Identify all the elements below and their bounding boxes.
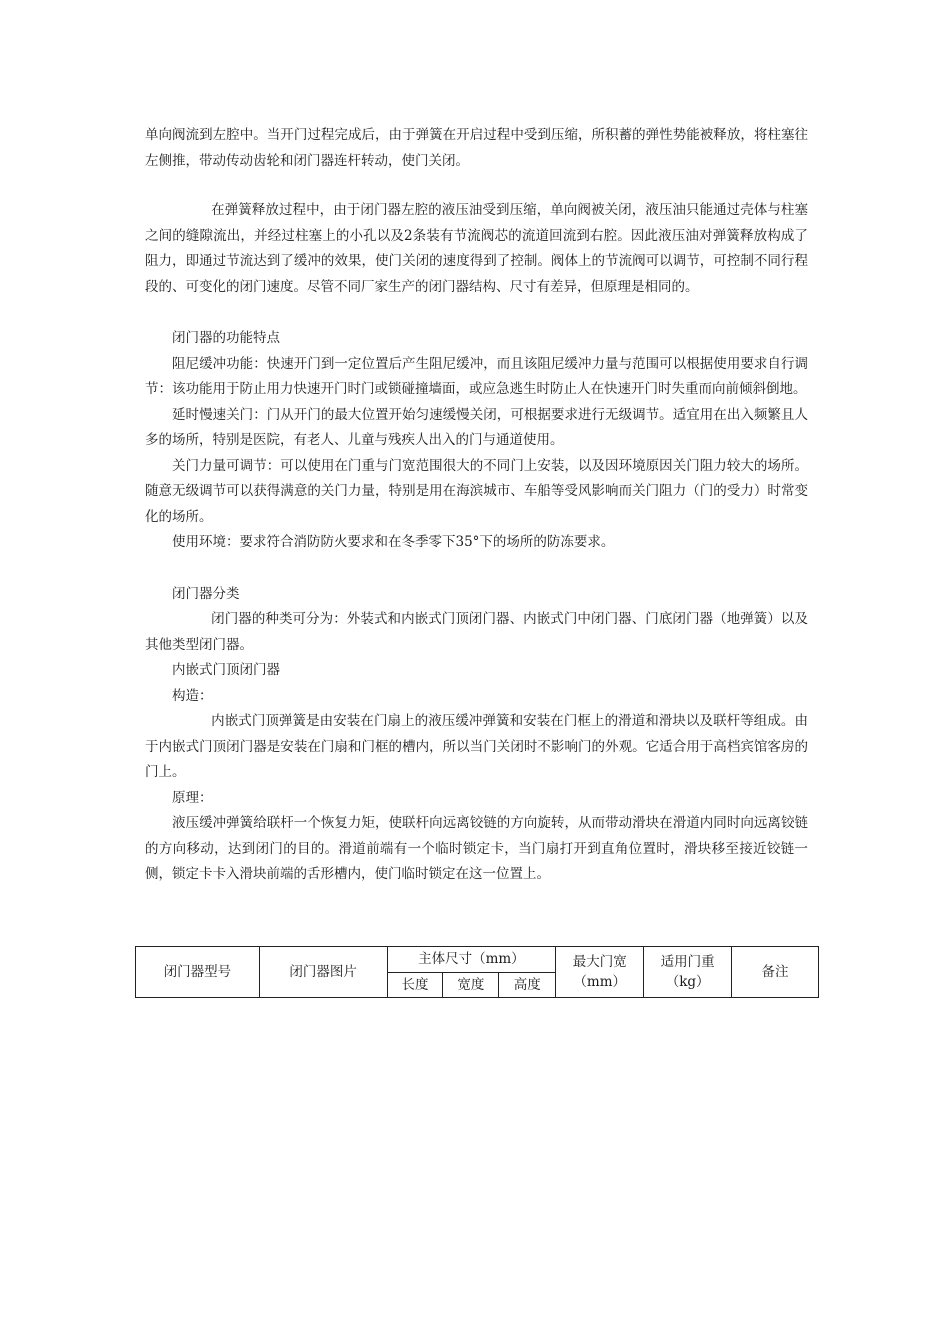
header-door-weight-line1: 适用门重 [660, 954, 715, 970]
subheading-concealed-closer: 内嵌式门顶闭门器 [172, 662, 280, 678]
closer-spec-table [135, 946, 819, 998]
section-heading-classification: 闭门器分类 [172, 585, 240, 602]
header-door-weight-line2: （kg） [665, 974, 710, 990]
feature-adjustable-force: 关门力量可调节：可以使用在门重与门宽范围很大的不同门上安装，以及因环境原因关门阻力较大的场所。随意无级调节可以获得满意的关门力量，特别是用在海滨城市、车船等受风影响而关门阻力（门的受力）时常变化的场所。 [145, 457, 808, 525]
header-remarks: 备注 [732, 947, 819, 998]
header-width: 宽度 [443, 972, 499, 998]
header-body-size: 主体尺寸（mm） [387, 947, 556, 973]
header-model: 闭门器型号 [136, 947, 260, 998]
section-heading-features: 闭门器的功能特点 [172, 330, 280, 346]
principle-label: 原理： [172, 789, 213, 806]
paragraph-hydraulic-damping: 在弹簧释放过程中，由于闭门器左腔的液压油受到压缩，单向阀被关闭，液压油只能通过壳体与柱塞之间的缝隙流出，并经过柱塞上的小孔以及2条装有节流阀芯的流道回流到右腔。因此液压油对弹簧释放构成了阻力，即通过节流达到了缓冲的效果，使门关闭的速度得到了控制。阀体上的节流阀可以调节，可控制不同行程段的、可变化的闭门速度。尽管不同厂家生产的闭门器结构、尺寸有差异，但原理是相同的。 [145, 202, 808, 295]
header-max-door-width-line2: （mm） [573, 974, 627, 990]
principle-text: 液压缓冲弹簧给联杆一个恢复力矩，使联杆向远离铰链的方向旋转，从而带动滑块在滑道内同时向远离铰链的方向移动，达到闭门的目的。滑道前端有一个临时锁定卡，当门扇打开到直角位置时，滑块移至接近铰链一侧，锁定卡卡入滑块前端的舌形槽内，使门临时锁定在这一位置上。 [145, 815, 808, 882]
header-door-weight [644, 947, 732, 998]
feature-environment: 使用环境：要求符合消防防火要求和在冬季零下35°下的场所的防冻要求。 [172, 534, 615, 550]
feature-damping: 阻尼缓冲功能：快速开门到一定位置后产生阻尼缓冲，而且该阻尼缓冲力量与范围可以根据使用要求自行调节：该功能用于防止用力快速开门时门或锁碰撞墙面，或应急逃生时防止人在快速开门时失重而向前倾斜倒地。 [145, 355, 808, 397]
structure-text: 内嵌式门顶弹簧是由安装在门扇上的液压缓冲弹簧和安装在门框上的滑道和滑块以及联杆等组成。由于内嵌式门顶闭门器是安装在门扇和门框的槽内，所以当门关闭时不影响门的外观。它适合用于高档宾馆客房的门上。 [145, 713, 808, 780]
paragraph-spring-release: 单向阀流到左腔中。当开门过程完成后，由于弹簧在开启过程中受到压缩，所积蓄的弹性势能被释放，将柱塞往左侧推，带动传动齿轮和闭门器连杆转动，使门关闭。 [145, 127, 808, 169]
header-max-door-width [556, 947, 644, 998]
header-height: 高度 [499, 972, 556, 998]
header-length: 长度 [387, 972, 443, 998]
feature-delayed-close: 延时慢速关门：门从开门的最大位置开始匀速缓慢关闭，可根据要求进行无级调节。适宜用在出入频繁且人多的场所，特别是医院，有老人、儿童与残疾人出入的门与通道使用。 [145, 406, 808, 448]
document-body [145, 123, 808, 888]
structure-label: 构造： [172, 687, 213, 704]
header-image: 闭门器图片 [259, 947, 387, 998]
header-max-door-width-line1: 最大门宽 [572, 954, 627, 970]
classification-types: 闭门器的种类可分为：外装式和内嵌式门顶闭门器、内嵌式门中闭门器、门底闭门器（地弹簧）以及其他类型闭门器。 [145, 611, 808, 653]
